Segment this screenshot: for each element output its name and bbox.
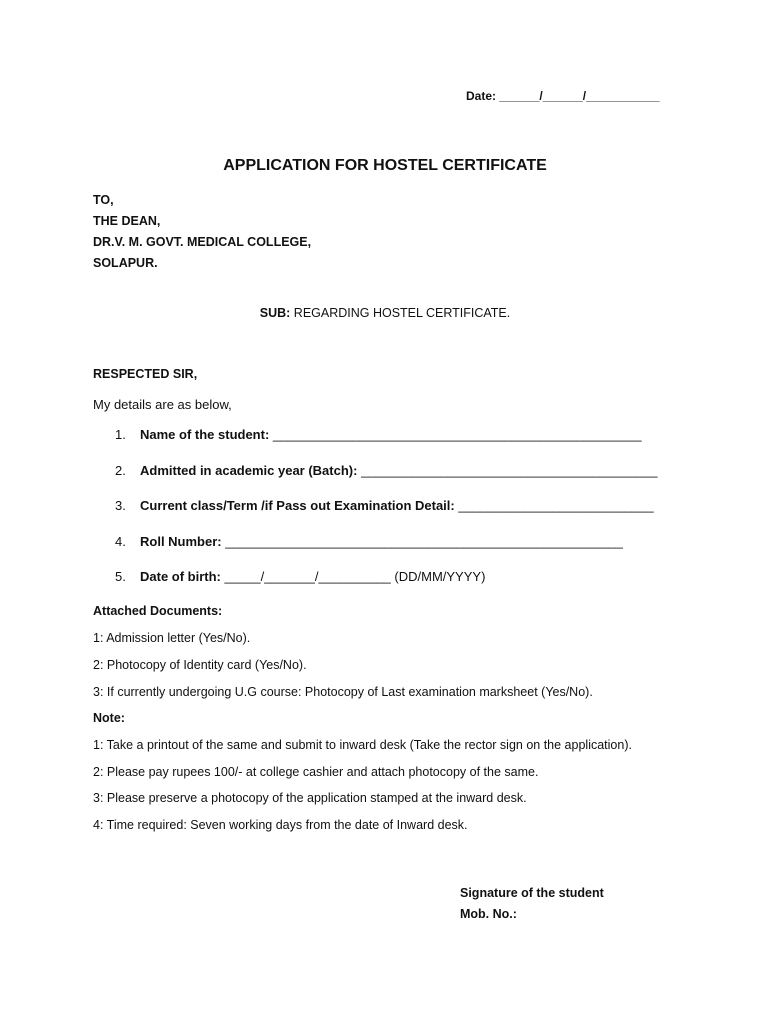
note-heading: Note: xyxy=(93,711,125,725)
field-blank-line: _________________________________________ xyxy=(357,463,658,478)
field-current-class xyxy=(115,498,654,513)
field-label: Date of birth: xyxy=(140,569,221,584)
note-item: 2: Please pay rupees 100/- at college cashier and attach photocopy of the same. xyxy=(93,765,539,779)
field-blank-line: _____/_______/__________ (DD/MM/YYYY) xyxy=(220,569,486,584)
salutation: RESPECTED SIR, xyxy=(93,367,198,381)
attached-item: 2: Photocopy of Identity card (Yes/No). xyxy=(93,658,307,672)
field-blank-line: ___________________________________________________ xyxy=(269,427,642,442)
note-item: 1: Take a printout of the same and submit to inward desk (Take the rector sign on the application). xyxy=(93,738,632,752)
address-to: TO, xyxy=(93,193,114,207)
signature-label: Signature of the student xyxy=(460,886,604,900)
attached-item: 3: If currently undergoing U.G course: Photocopy of Last examination marksheet (Yes/No). xyxy=(93,685,593,699)
field-number: 4. xyxy=(115,534,126,549)
field-label: Roll Number: xyxy=(140,534,222,549)
field-roll-number xyxy=(115,534,623,549)
field-blank-line: _______________________________________________________ xyxy=(221,534,623,549)
address-college: DR.V. M. GOVT. MEDICAL COLLEGE, xyxy=(93,235,312,249)
address-city: SOLAPUR. xyxy=(93,256,158,270)
subject-text: REGARDING HOSTEL CERTIFICATE. xyxy=(290,306,511,320)
mobile-number-label: Mob. No.: xyxy=(460,907,517,921)
note-item: 3: Please preserve a photocopy of the application stamped at the inward desk. xyxy=(93,791,527,805)
field-number: 5. xyxy=(115,569,126,584)
field-label: Name of the student: xyxy=(140,427,270,442)
details-intro: My details are as below, xyxy=(93,397,232,412)
page-title: APPLICATION FOR HOSTEL CERTIFICATE xyxy=(223,157,547,174)
field-number: 1. xyxy=(115,427,126,442)
field-date-of-birth xyxy=(115,569,485,584)
subject-label: SUB: xyxy=(259,306,291,320)
date-line: Date: ______/______/___________ xyxy=(466,89,660,103)
field-number: 3. xyxy=(115,498,126,513)
field-student-name xyxy=(115,427,642,442)
field-label: Current class/Term /if Pass out Examination Detail: xyxy=(140,498,455,513)
attached-heading: Attached Documents: xyxy=(93,604,223,618)
field-number: 2. xyxy=(115,463,126,478)
subject-line xyxy=(0,306,770,320)
attached-item: 1: Admission letter (Yes/No). xyxy=(93,631,251,645)
field-blank-line: ___________________________ xyxy=(454,498,654,513)
field-academic-year xyxy=(115,463,658,478)
note-item: 4: Time required: Seven working days from the date of Inward desk. xyxy=(93,818,468,832)
address-dean: THE DEAN, xyxy=(93,214,161,228)
field-label: Admitted in academic year (Batch): xyxy=(140,463,358,478)
